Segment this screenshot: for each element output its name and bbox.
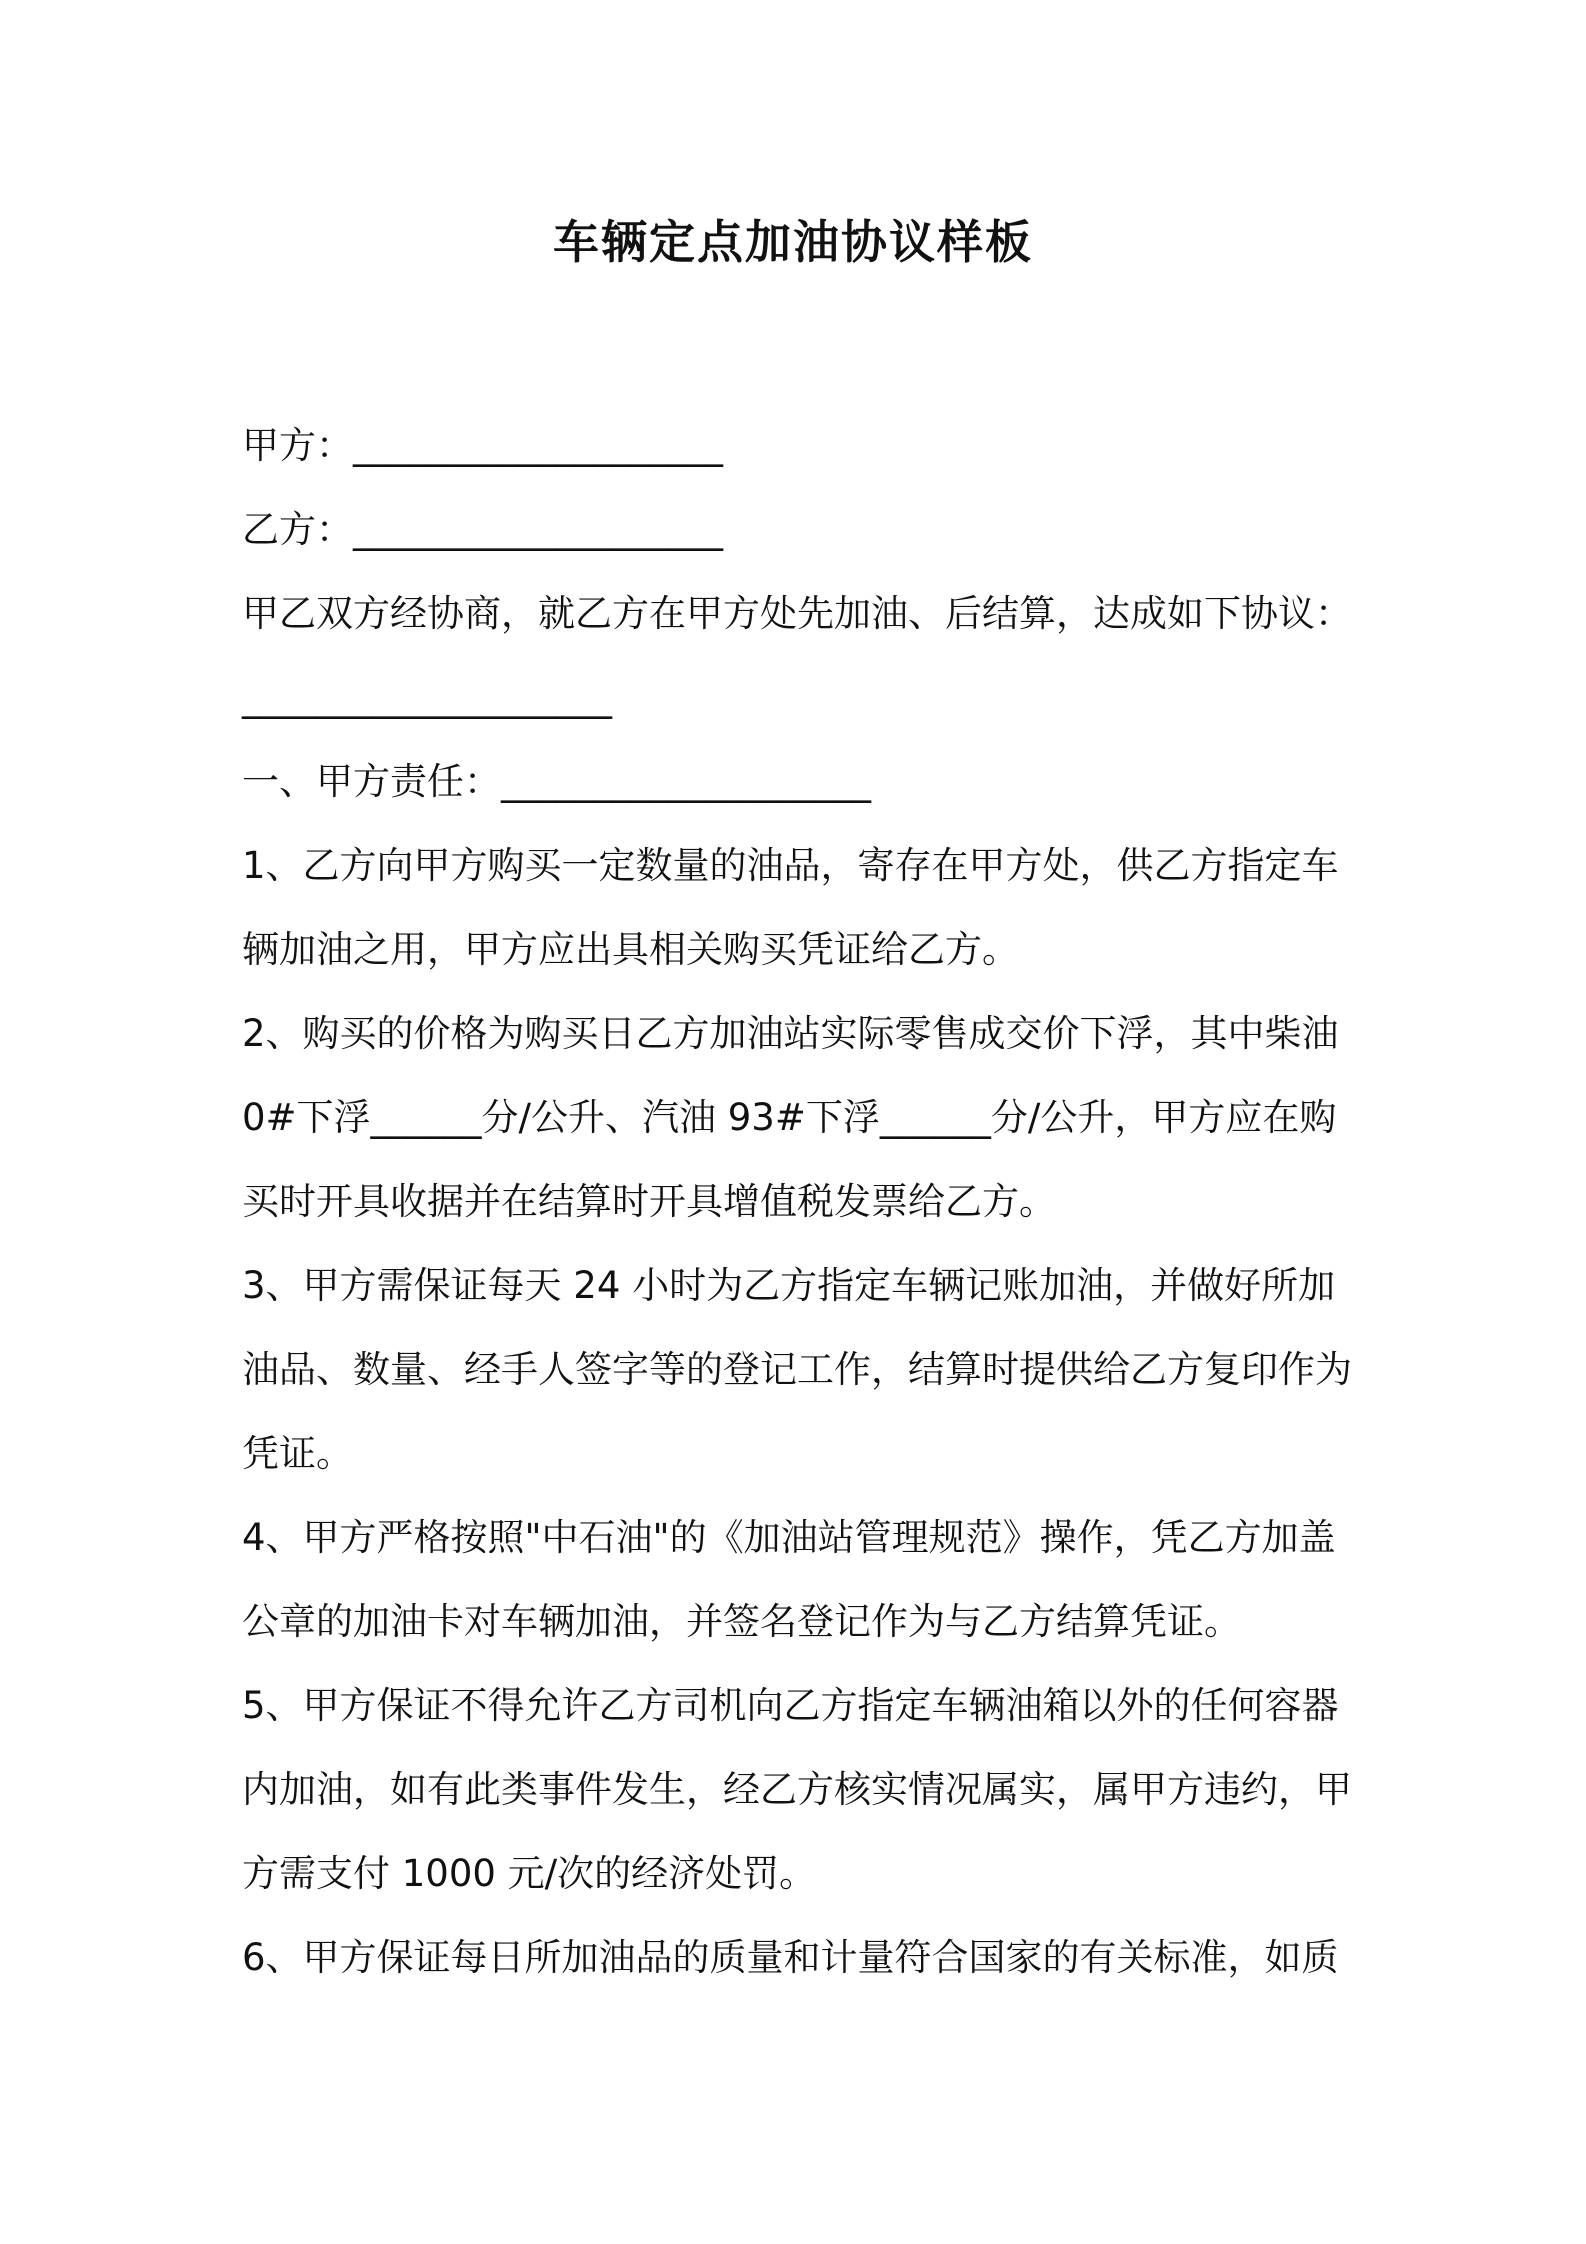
document-title: 车辆定点加油协议样板	[553, 215, 1033, 269]
agreement-intro: 甲乙双方经协商，就乙方在甲方处先加油、后结算，达成如下协议：____________________	[242, 592, 1352, 719]
party-a-line: 甲方：____________________	[242, 424, 723, 467]
document-body	[242, 404, 1362, 2000]
clause-2: 2、购买的价格为购买日乙方加油站实际零售成交价下浮，其中柴油 0#下浮______分/公升、汽油 93#下浮______分/公升，甲方应在购买时开具收据并在结算时开具增值税发票给乙方。	[242, 1012, 1351, 1223]
clause-5: 5、甲方保证不得允许乙方司机向乙方指定车辆油箱以外的任何容器内加油，如有此类事件发生，经乙方核实情况属实，属甲方违约，甲方需支付 1000 元/次的经济处罚。	[242, 1684, 1352, 1895]
clause-1: 1、乙方向甲方购买一定数量的油品，寄存在甲方处，供乙方指定车辆加油之用，甲方应出具相关购买凭证给乙方。	[242, 844, 1339, 971]
clause-6: 6、甲方保证每日所加油品的质量和计量符合国家的有关标准，如质	[242, 1936, 1339, 1979]
section-heading-party-a-duties: 一、甲方责任：____________________	[242, 760, 871, 803]
clause-4: 4、甲方严格按照"中石油"的《加油站管理规范》操作，凭乙方加盖公章的加油卡对车辆加油，并签名登记作为与乙方结算凭证。	[242, 1516, 1336, 1643]
party-b-line: 乙方：____________________	[242, 508, 723, 551]
clause-3: 3、甲方需保证每天 24 小时为乙方指定车辆记账加油，并做好所加油品、数量、经手人签字等的登记工作，结算时提供给乙方复印作为凭证。	[242, 1264, 1352, 1475]
